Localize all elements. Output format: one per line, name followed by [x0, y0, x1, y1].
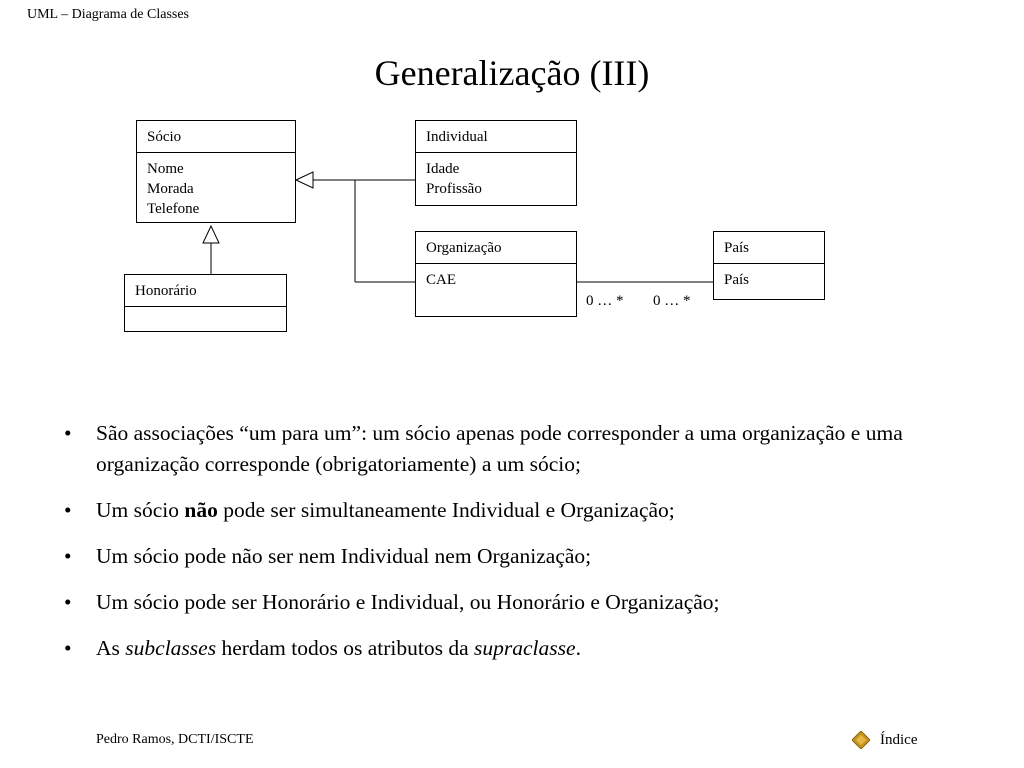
class-individual	[415, 120, 577, 206]
class-name: País	[714, 232, 824, 264]
text-segment: herdam todos os atributos da	[216, 636, 475, 660]
bullet-text: Um sócio pode ser Honorário e Individual, ou Honorário e Organização;	[96, 590, 720, 614]
bullet-text	[96, 636, 581, 660]
bullet-text	[96, 498, 675, 522]
class-socio	[136, 120, 296, 223]
text-segment: As	[96, 636, 126, 660]
bullet-marker: •	[64, 544, 72, 568]
text-segment: pode ser simultaneamente Individual e Organização;	[217, 498, 675, 522]
text-segment: Um sócio	[96, 498, 185, 522]
italic-text: subclasses	[125, 636, 217, 660]
class-name: Individual	[416, 121, 576, 153]
attribute: CAE	[426, 272, 456, 288]
index-label: Índice	[880, 731, 918, 748]
class-honorario	[124, 274, 287, 332]
bullet-marker: •	[64, 590, 72, 614]
attribute: País	[724, 272, 750, 288]
bullet-item	[62, 418, 942, 480]
bold-text: não	[184, 498, 218, 522]
multiplicity-right: 0 … *	[653, 293, 691, 309]
class-attributes	[416, 264, 576, 290]
bullet-item	[62, 587, 942, 618]
bullet-list	[62, 418, 942, 679]
class-attributes	[714, 264, 824, 290]
attribute: Nome	[147, 161, 184, 177]
diamond-arrow-icon	[852, 731, 870, 749]
attribute: Idade	[426, 161, 460, 177]
bullet-marker: •	[64, 421, 72, 445]
class-attributes	[416, 153, 576, 199]
class-attributes	[137, 153, 295, 219]
bullet-text: Um sócio pode não ser nem Individual nem Organização;	[96, 544, 592, 568]
text-segment: .	[575, 636, 581, 660]
attribute: Morada	[147, 181, 194, 197]
bullet-marker: •	[64, 498, 72, 522]
class-name: Honorário	[125, 275, 286, 307]
generalization-arrowhead-socio	[296, 172, 313, 188]
index-link[interactable]	[852, 731, 917, 749]
class-organizacao	[415, 231, 577, 317]
bullet-text: São associações “um para um”: um sócio apenas pode corresponder a uma organização e uma organização corresponde (obrigatoriamente) a um sócio;	[96, 421, 903, 476]
class-pais	[713, 231, 825, 300]
bullet-item	[62, 495, 942, 526]
bullet-marker: •	[64, 636, 72, 660]
attribute: Telefone	[147, 201, 200, 217]
italic-text: supraclasse	[474, 636, 576, 660]
class-name: Sócio	[137, 121, 295, 153]
class-name: Organização	[416, 232, 576, 264]
generalization-arrowhead-honorario	[203, 226, 219, 243]
header-label: UML – Diagrama de Classes	[27, 7, 189, 22]
footer-author: Pedro Ramos, DCTI/ISCTE	[96, 732, 254, 747]
bullet-item	[62, 633, 942, 664]
attribute: Profissão	[426, 181, 482, 197]
bullet-item	[62, 541, 942, 572]
multiplicity-left: 0 … *	[586, 293, 624, 309]
slide-title: Generalização (III)	[374, 53, 650, 93]
